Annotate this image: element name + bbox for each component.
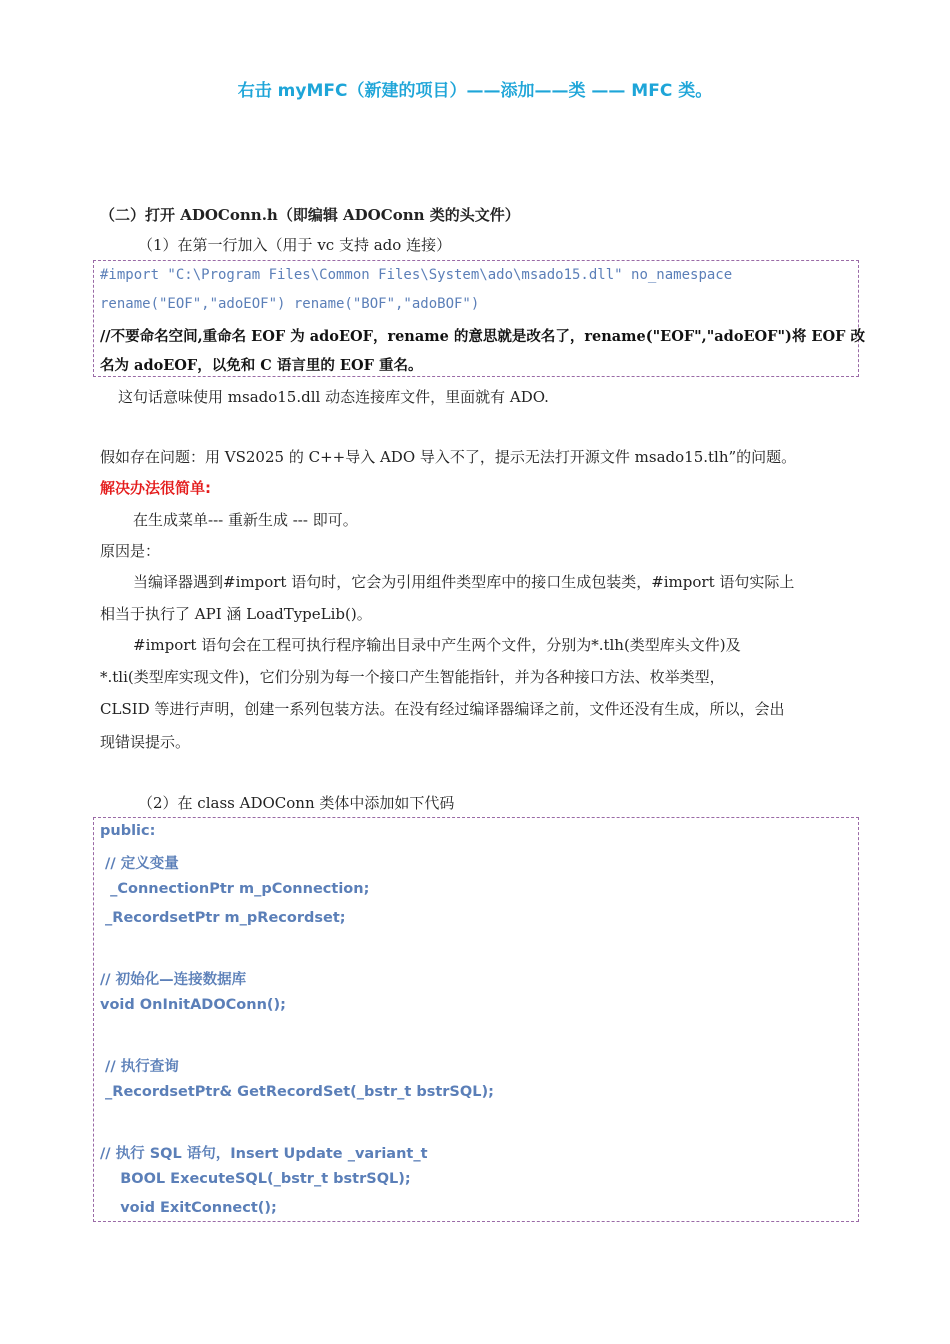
code-line: _RecordsetPtr m_pRecordset;: [100, 910, 346, 926]
code-line: public:: [100, 823, 156, 839]
step-2-text: （2）在 class ADOConn 类体中添加如下代码: [138, 794, 455, 812]
code-line: void OnInitADOConn();: [100, 997, 286, 1013]
import-comment-line-2: 名为 adoEOF，以免和 C 语言里的 EOF 重名。: [100, 357, 423, 374]
code-line: _ConnectionPtr m_pConnection;: [100, 881, 370, 897]
solution-text: 在生成菜单--- 重新生成 --- 即可。: [133, 511, 358, 529]
import-line-1: #import "C:\Program Files\Common Files\System\ado\msado15.dll" no_namespace: [100, 267, 733, 283]
import-comment-line-1: //不要命名空间,重命名 EOF 为 adoEOF，rename 的意思就是改名了，rename("EOF","adoEOF")将 EOF 改: [100, 328, 865, 345]
reason-paragraph-1-line-1: 当编译器遇到#import 语句时，它会为引用组件类型库中的接口生成包装类，#import 语句实际上: [133, 573, 795, 591]
reason-paragraph-2-line-1: #import 语句会在工程可执行程序输出目录中产生两个文件，分别为*.tlh(类型库头文件)及: [133, 636, 741, 654]
page-title: 右击 myMFC（新建的项目）——添加——类 —— MFC 类。: [237, 81, 713, 101]
reason-paragraph-2-line-3: CLSID 等进行声明，创建一系列包装方法。在没有经过编译器编译之前，文件还没有生成，所以，会出: [100, 700, 785, 718]
dll-note: 这句话意味使用 msado15.dll 动态连接库文件，里面就有 ADO.: [118, 388, 549, 406]
code-line: // 定义变量: [100, 856, 179, 872]
reason-paragraph-2-line-4: 现错误提示。: [100, 733, 191, 751]
solution-heading: 解决办法很简单:: [100, 479, 211, 497]
code-line: // 执行查询: [100, 1059, 179, 1075]
import-line-2: rename("EOF","adoEOF") rename("BOF","adoBOF"): [100, 296, 480, 312]
reason-label: 原因是：: [100, 542, 161, 560]
section-heading: （二）打开 ADOConn.h（即编辑 ADOConn 类的头文件）: [100, 206, 520, 224]
code-line: // 初始化—连接数据库: [100, 972, 247, 988]
code-line: void ExitConnect();: [100, 1200, 277, 1216]
code-line: _RecordsetPtr& GetRecordSet(_bstr_t bstrSQL);: [100, 1084, 494, 1100]
reason-paragraph-2-line-2: *.tli(类型库实现文件)，它们分别为每一个接口产生智能指针，并为各种接口方法、枚举类型，: [100, 668, 725, 686]
code-line: // 执行 SQL 语句，Insert Update _variant_t: [100, 1146, 428, 1162]
reason-paragraph-1-line-2: 相当于执行了 API 涵 LoadTypeLib()。: [100, 605, 372, 623]
step-1-text: （1）在第一行加入（用于 vc 支持 ado 连接）: [138, 236, 452, 254]
code-line: BOOL ExecuteSQL(_bstr_t bstrSQL);: [100, 1171, 411, 1187]
problem-text: 假如存在问题：用 VS2025 的 C++导入 ADO 导入不了，提示无法打开源文件 msado15.tlh”的问题。: [100, 448, 797, 466]
